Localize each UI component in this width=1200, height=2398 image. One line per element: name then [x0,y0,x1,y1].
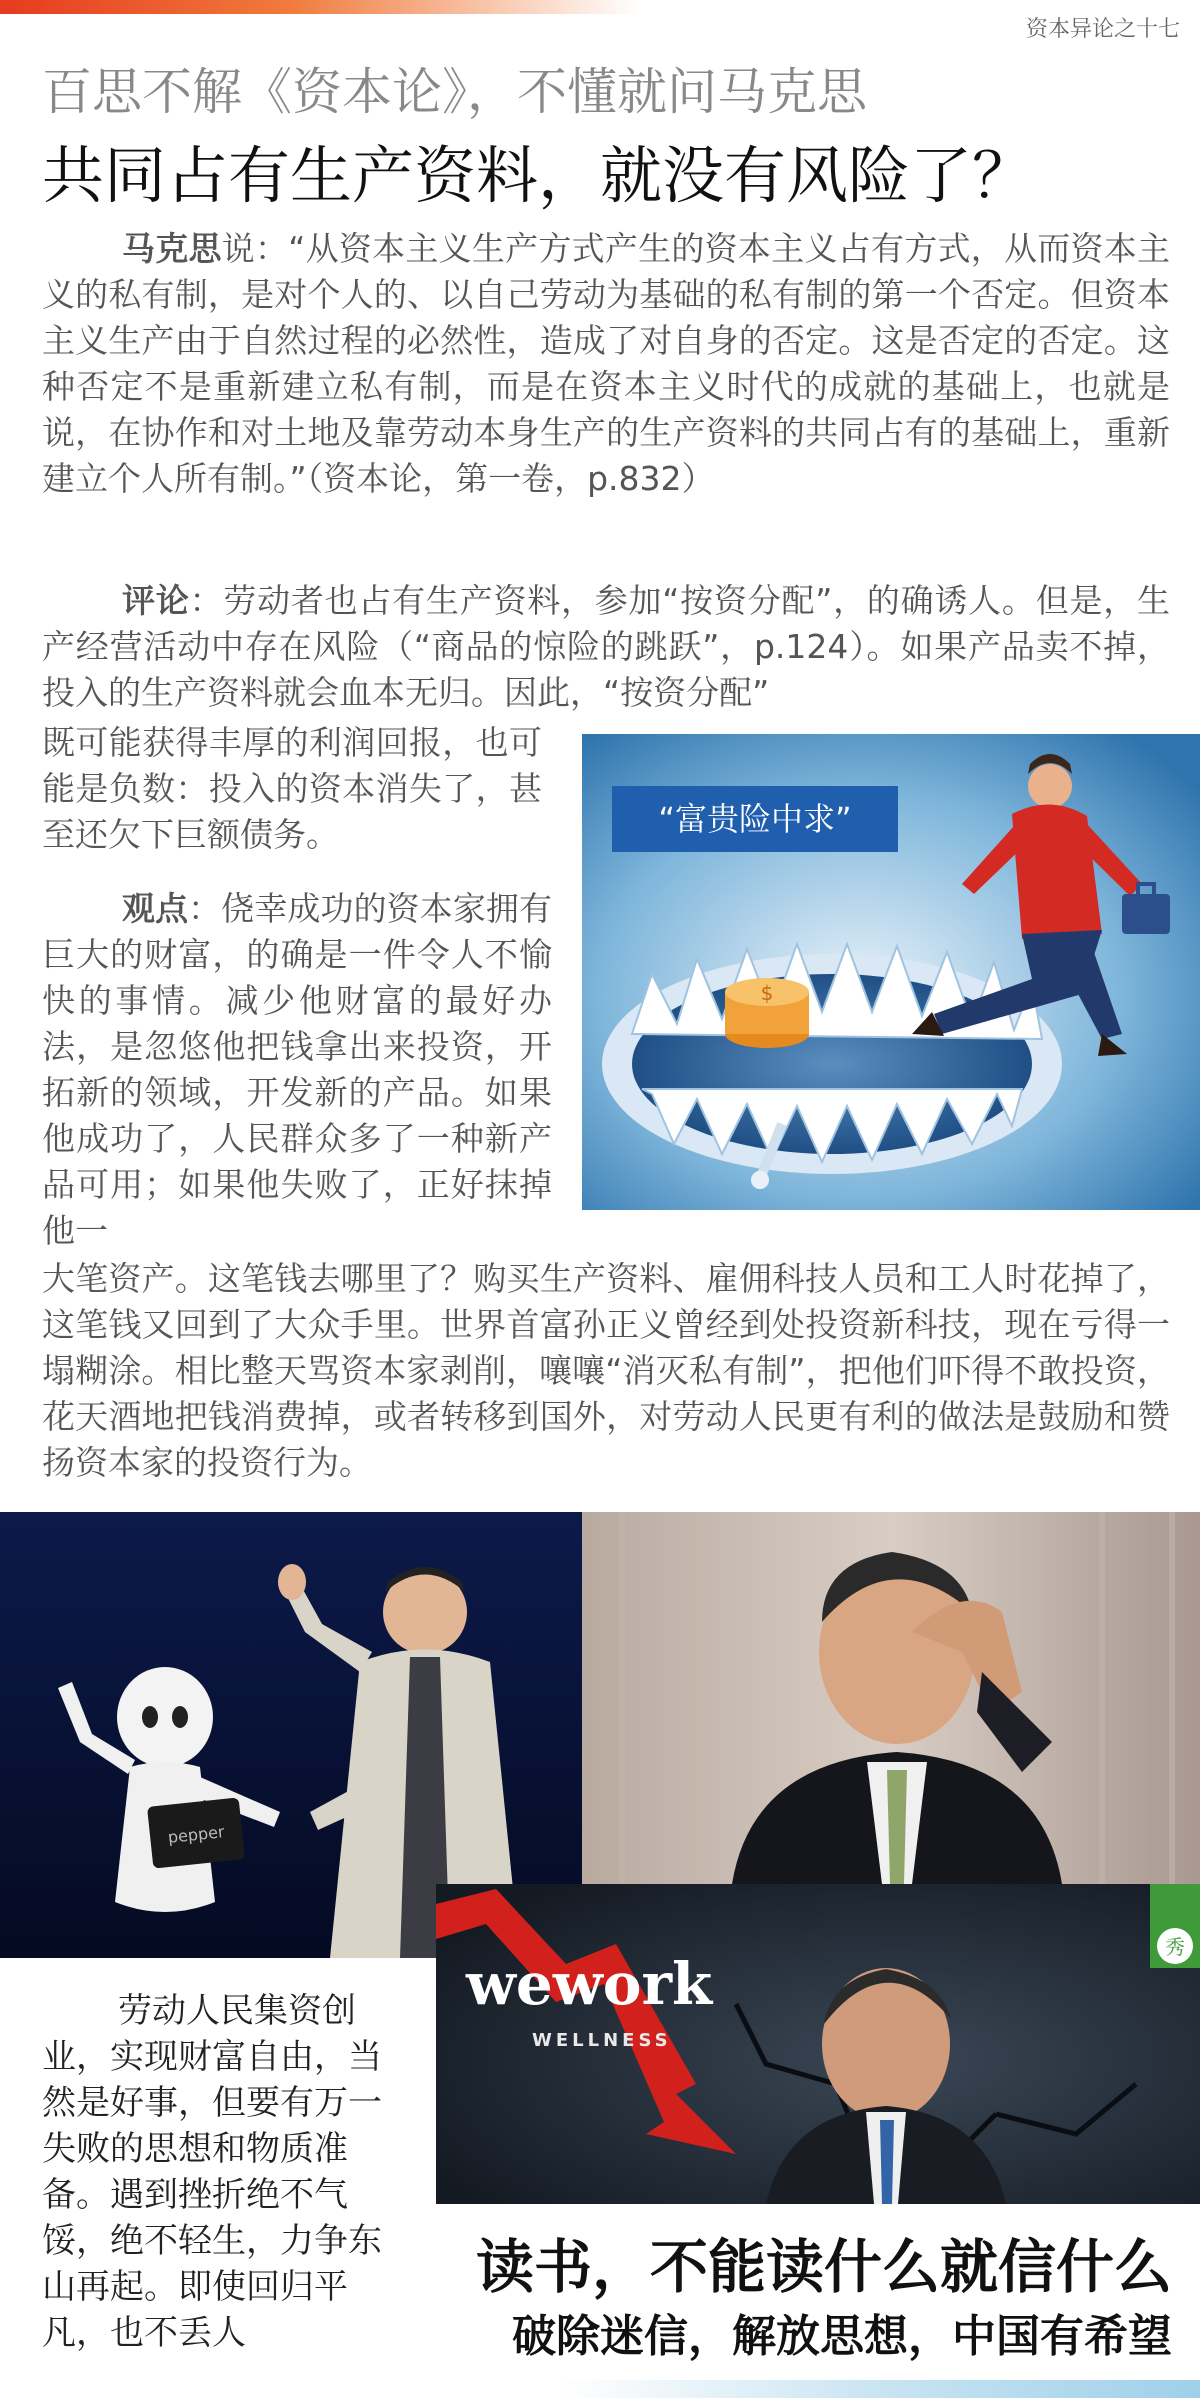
paragraph-text: 说：“从资本主义生产方式产生的资本主义占有方式，从而资本主义的私有制，是对个人的、以自己劳动为基础的私有制的第一个否定。但资本主义生产由于自然过程的必然性，造成了对自身的否定。这是否定的否定。这种否定不是重新建立私有制，而是在资本主义时代的成就的基础上，也就是说，在协作和对土地及靠劳动本身生产的生产资料的共同占有的基础上，重新建立个人所有制。”（资本论，第一卷，p.832） [42,229,1170,498]
top-accent-bar [0,0,640,14]
coin-stack [725,978,809,1048]
slogan-line-1: 读书，不能读什么就信什么 [475,2233,1172,2301]
paragraph-closing: 劳动人民集资创业，实现财富自由，当然是好事，但要有万一失败的思想和物质准备。遇到挫折绝不气馁，绝不轻生，力争东山再起。即使回归平凡，也不丢人 [42,1991,382,2353]
paragraph-label: 观点 [122,889,189,928]
badge-text: 秀 [1165,1935,1185,1959]
slogan-line-2: 破除迷信，解放思想，中国有希望 [512,2311,1172,2362]
wework-logo: wework [466,1950,713,2018]
paragraph-text: ：劳动者也占有生产资料，参加“按资分配”，的确诱人。但是，生产经营活动中存在风险（“商品的惊险的跳跃”，p.124）。如果产品卖不掉，投入的生产资料就会血本无归。因此，“按资分配” [42,581,1171,712]
page-title: 共同占有生产资料，就没有风险了？ [42,139,1035,212]
photo-wework-decline [436,1884,1200,2204]
illustration-caption-tag: “富贵险中求” [612,786,898,852]
paragraph-marx-quote [42,226,1170,502]
paragraph-text: ：侥幸成功的资本家拥有巨大的财富，的确是一件令人不愉快的事情。减少他财富的最好办法，是忽悠他把钱拿出来投资，开拓新的领域，开发新的产品。如果他成功了，人民群众多了一种新产品可用；如果他失败了，正好抹掉他一 [42,889,553,1250]
series-label: 资本异论之十七 [1025,17,1180,42]
paragraph-viewpoint [42,886,552,1254]
paragraph-label: 马克思 [122,229,222,268]
paragraph-label: 评论 [122,581,190,620]
paragraph-comment [42,578,1170,716]
coin-symbol: $ [760,981,774,1005]
page-subtitle: 百思不解《资本论》，不懂就问马克思 [42,63,867,121]
robot-tablet-text: pepper [166,1822,226,1847]
photo-man-frustrated [582,1512,1200,1884]
bottom-accent-bar [560,2380,1200,2398]
paragraph-viewpoint-continued: 大笔资产。这笔钱去哪里了？购买生产资料、雇佣科技人员和工人时花掉了，这笔钱又回到了大众手里。世界首富孙正义曾经到处投资新科技，现在亏得一塌糊涂。相比整天骂资本家剥削，嚷嚷“消灭私有制”，把他们吓得不敢投资，花天酒地把钱消费掉，或者转移到国外，对劳动人民更有利的做法是鼓励和赞扬资本家的投资行为。 [42,1259,1170,1482]
wework-sub-label: WELLNESS [532,2030,672,2051]
paragraph-comment-continued: 既可能获得丰厚的利润回报，也可能是负数：投入的资本消失了，甚至还欠下巨额债务。 [42,723,542,854]
